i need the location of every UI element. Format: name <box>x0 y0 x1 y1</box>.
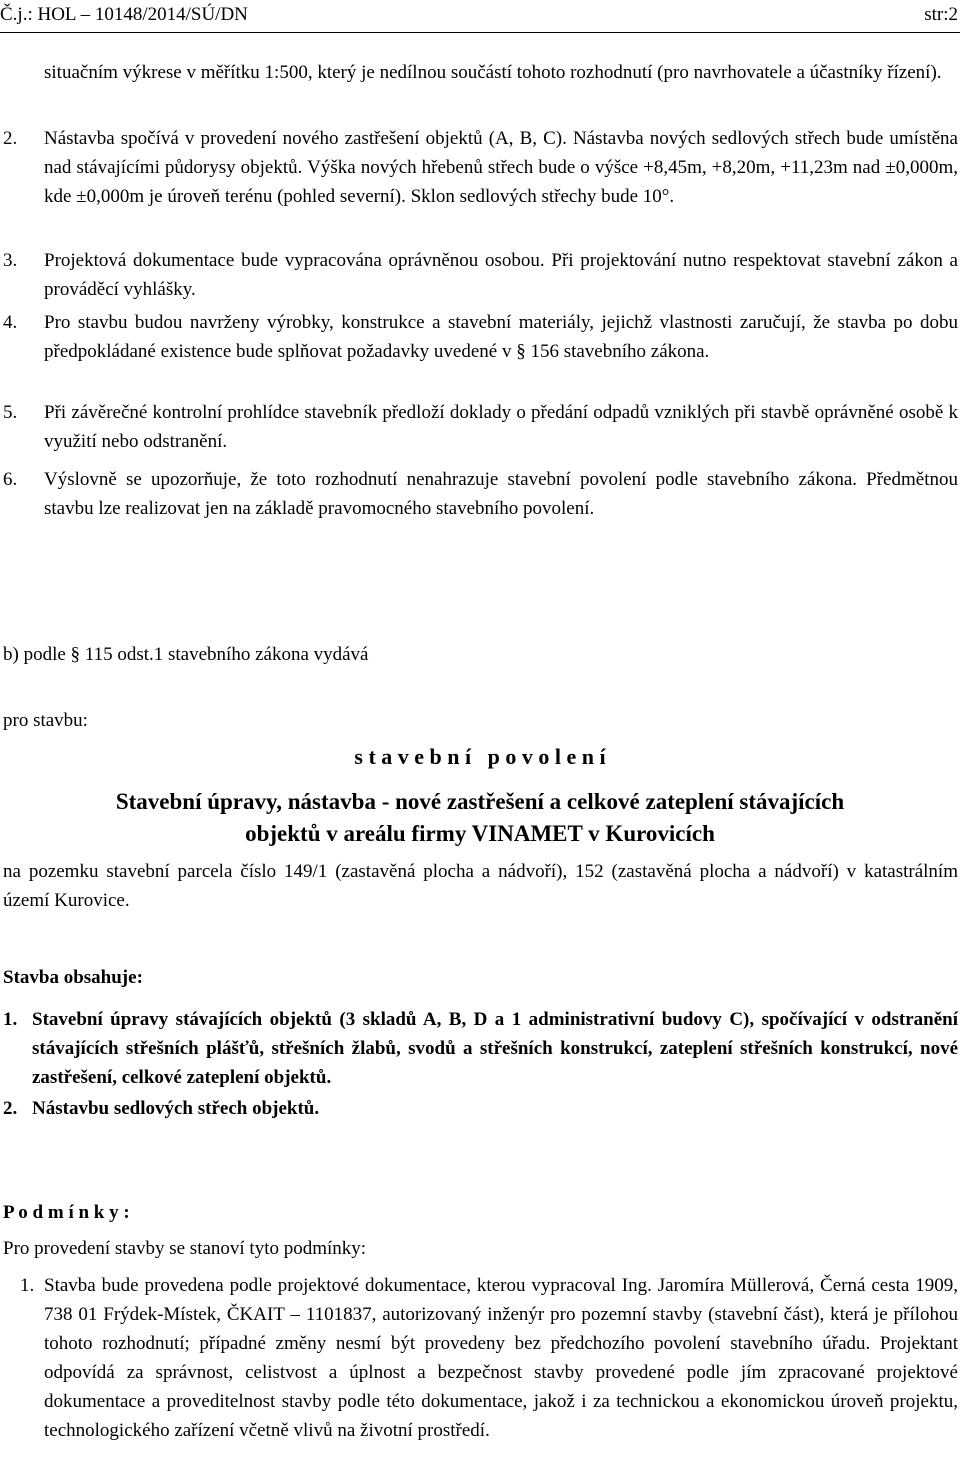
item-text: Při závěrečné kontrolní prohlídce stavebník předloží doklady o předání odpadů vzniklých při stavbě oprávněné osobě k využití nebo odstranění. <box>44 402 958 452</box>
item-number: 6. <box>3 469 18 490</box>
pro-stavbu-label: pro stavbu: <box>3 710 88 731</box>
conditions-heading: P o d m í n k y : <box>3 1202 130 1223</box>
item-number: 4. <box>3 312 18 333</box>
item-text: Výslovně se upozorňuje, že toto rozhodnutí nenahrazuje stavební povolení podle stavebního zákona. Předmětnou stavbu lze realizovat jen na základě pravomocného stavebního povolení. <box>44 469 958 519</box>
contains-item-number: 1. <box>3 1009 18 1030</box>
item-text: Pro stavbu budou navrženy výrobky, konstrukce a stavební materiály, jejichž vlastnosti zaručují, že stavba po dobu předpokládané existence bude splňovat požadavky uvedené v § 156 stavebního zákona. <box>44 312 958 362</box>
project-title-line-1: Stavební úpravy, nástavba - nové zastřešení a celkové zateplení stávajících <box>115 789 845 814</box>
item-text: Projektová dokumentace bude vypracována oprávněnou osobou. Při projektování nutno respektovat stavební zákon a prováděcí vyhlášky. <box>44 250 958 300</box>
contains-heading: Stavba obsahuje: <box>3 967 143 988</box>
item-number: 5. <box>3 402 18 423</box>
item-text: Nástavba spočívá v provedení nového zastřešení objektů (A, B, C). Nástavba nových sedlových střech bude umístěna nad stávajícími půdorysy objektů. Výška nových hřebenů střech bude o výšce +8,45m, +8,20m, +11,23m nad ±0,000m, kde ±0,000m je úroveň terénu (pohled severní). Sklon sedlových střechy bude 10°. <box>44 128 958 207</box>
condition-number: 1. <box>20 1275 35 1296</box>
condition-text: Stavba bude provedena podle projektové dokumentace, kterou vypracoval Ing. Jaromíra Müllerová, Černá cesta 1909, 738 01 Frýdek-Místek, ČKAIT – 1101837, autorizovaný inženýr pro pozemní stavby (stavební část), která je přílohou tohoto rozhodnutí; případné změny nesmí být provedeny bez předchozího povolení stavebního úřadu. Projektant odpovídá za správnost, celistvost a úplnost a bezpečnost stavby provedené podle jím zpracované projektové dokumentace a proveditelnost stavby podle této dokumentace, jakož i za technickou a ekonomickou úroveň projektu, technologického zařízení včetně vlivů na životní prostředí. <box>44 1275 958 1441</box>
parcel-paragraph: na pozemku stavební parcela číslo 149/1 (zastavěná plocha a nádvoří), 152 (zastavěná plocha a nádvoří) v katastrálním území Kurovice. <box>3 861 958 911</box>
item-number: 3. <box>3 250 18 271</box>
page-header <box>0 2 960 33</box>
contains-item-text: Nástavbu sedlových střech objektů. <box>32 1098 320 1119</box>
intro-paragraph: situačním výkrese v měřítku 1:500, který je nedílnou součástí tohoto rozhodnutí (pro navrhovatele a účastníky řízení). <box>44 62 942 83</box>
section-b-heading: b) podle § 115 odst.1 stavebního zákona vydává <box>3 644 369 665</box>
permit-title: s t a v e b n í p o v o l e n í <box>354 744 606 769</box>
conditions-intro: Pro provedení stavby se stanoví tyto podmínky: <box>3 1238 367 1259</box>
page-number: str:2 <box>924 4 958 25</box>
reference-number: Č.j.: HOL – 10148/2014/SÚ/DN <box>0 4 248 25</box>
contains-item-number: 2. <box>3 1098 18 1119</box>
contains-item-text: Stavební úpravy stávajících objektů (3 skladů A, B, D a 1 administrativní budovy C), spočívající v odstranění stávajících střešních plášťů, střešních žlabů, svodů a střešních konstrukcí, zateplení střešních konstrukcí, nové zastřešení, celkové zateplení objektů. <box>32 1009 958 1088</box>
item-number: 2. <box>3 128 18 149</box>
project-title-line-2: objektů v areálu firmy VINAMET v Kurovicích <box>245 821 715 846</box>
